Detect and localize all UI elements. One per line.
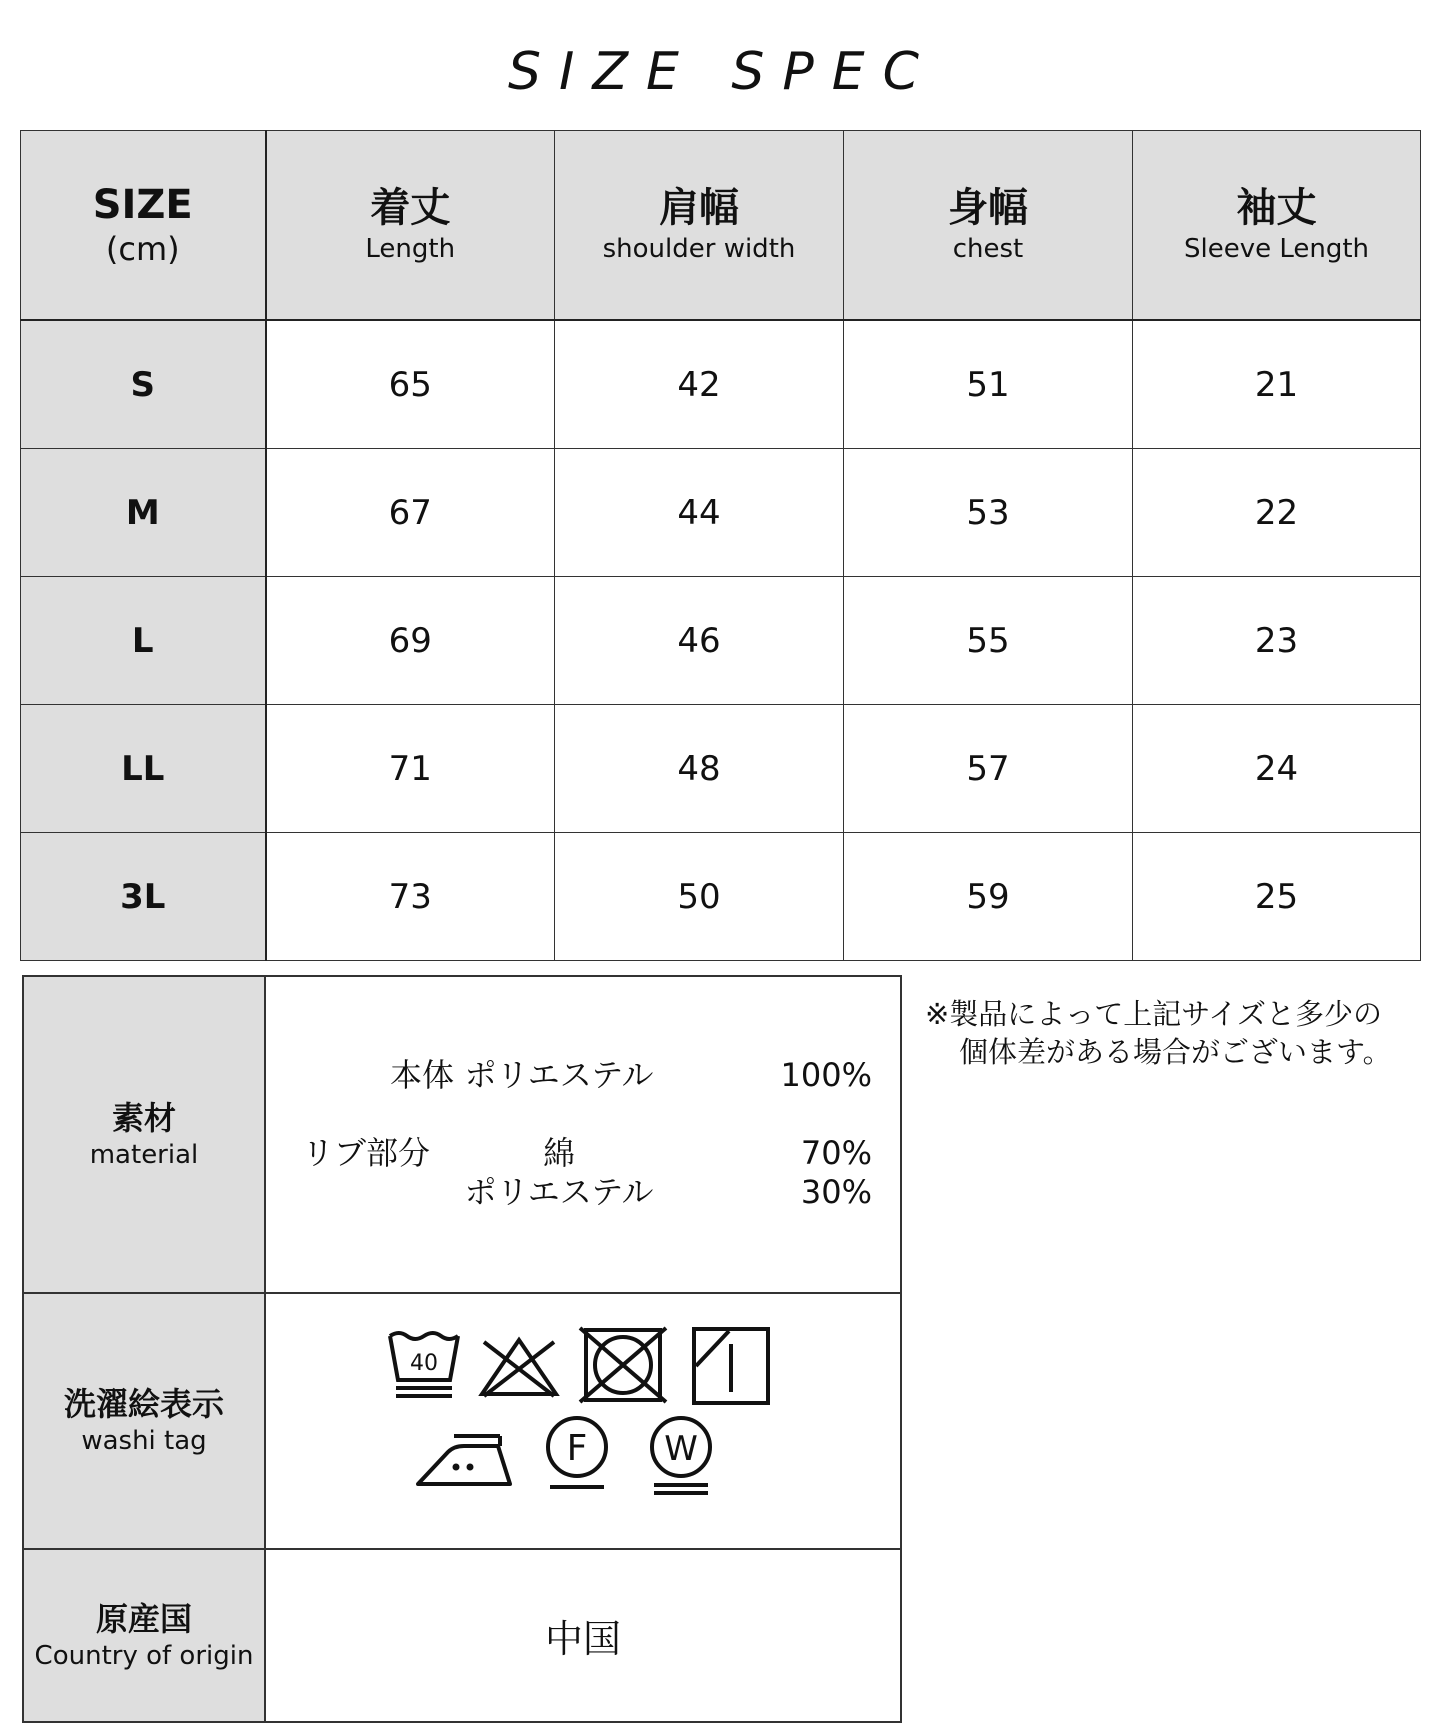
washing-label-jp: 洗濯絵表示 <box>63 1385 224 1423</box>
material-label-jp: 素材 <box>111 1098 176 1137</box>
origin-header <box>24 1550 266 1721</box>
material-label-en: material <box>89 1139 199 1170</box>
table-cell: 44 <box>555 449 844 577</box>
column-header-jp: 袖丈 <box>1236 185 1317 231</box>
material-row <box>24 977 900 1294</box>
washing-header <box>24 1294 266 1548</box>
material-header <box>24 977 266 1292</box>
table-cell: 22 <box>1133 449 1421 577</box>
wash-40-icon <box>386 1328 462 1400</box>
column-header-length <box>266 131 555 321</box>
size-row-label: 3L <box>21 833 266 961</box>
origin-row <box>24 1550 900 1721</box>
note-line-2: 個体差がある場合がございます。 <box>959 1035 1392 1069</box>
body-part-label: 本体 <box>389 1056 454 1094</box>
size-table <box>20 130 1421 961</box>
table-cell: 51 <box>844 320 1133 449</box>
unit-label: (cm) <box>105 230 180 268</box>
table-cell: 21 <box>1133 320 1421 449</box>
table-cell: 71 <box>266 705 555 833</box>
table-row <box>21 320 1421 449</box>
table-cell: 67 <box>266 449 555 577</box>
product-info-table <box>22 975 902 1723</box>
table-row <box>21 833 1421 961</box>
table-cell: 48 <box>555 705 844 833</box>
origin-body <box>266 1550 900 1721</box>
size-row-label: L <box>21 577 266 705</box>
column-header-jp: 着丈 <box>370 185 451 231</box>
no-tumble-dry-icon <box>578 1326 668 1404</box>
table-row <box>21 577 1421 705</box>
note-line-1: ※製品によって上記サイズと多少の <box>925 997 1382 1031</box>
origin-label-jp: 原産国 <box>95 1599 192 1638</box>
table-cell: 23 <box>1133 577 1421 705</box>
size-row-label: M <box>21 449 266 577</box>
column-header-jp: 身幅 <box>948 185 1028 231</box>
table-cell: 55 <box>844 577 1133 705</box>
rib-percentage-2: 30% <box>800 1173 872 1211</box>
table-cell: 53 <box>844 449 1133 577</box>
page-title: SIZE SPEC <box>508 42 937 102</box>
column-header-en: Length <box>365 234 456 264</box>
table-cell: 42 <box>555 320 844 449</box>
table-cell: 50 <box>555 833 844 961</box>
size-variance-note <box>925 995 1425 1071</box>
size-table-header <box>21 131 1421 321</box>
material-body <box>266 977 900 1292</box>
wet-clean-letter: W <box>664 1429 698 1469</box>
table-cell: 24 <box>1133 705 1421 833</box>
wash-temperature: 40 <box>410 1351 438 1376</box>
column-header-en: Sleeve Length <box>1183 234 1370 264</box>
size-row-label: LL <box>21 705 266 833</box>
size-corner-cell <box>21 131 266 321</box>
dry-clean-f-icon <box>542 1414 612 1494</box>
column-header-en: chest <box>952 234 1024 264</box>
line-dry-icon <box>691 1326 771 1406</box>
table-row <box>21 449 1421 577</box>
body-fabric: ポリエステル <box>464 1056 654 1094</box>
washing-symbols <box>266 1294 900 1548</box>
origin-label-en: Country of origin <box>34 1640 254 1671</box>
size-row-label: S <box>21 320 266 449</box>
rib-fabric-1: 綿 <box>542 1134 575 1172</box>
column-header-shoulder <box>555 131 844 321</box>
wet-clean-w-icon <box>646 1414 716 1498</box>
iron-low-icon <box>414 1422 514 1492</box>
table-cell: 25 <box>1133 833 1421 961</box>
body-percentage: 100% <box>780 1056 872 1094</box>
washing-label-en: washi tag <box>81 1426 207 1456</box>
column-header-jp: 肩幅 <box>659 185 739 231</box>
origin-value: 中国 <box>544 1617 621 1661</box>
washing-row <box>24 1294 900 1550</box>
table-row <box>21 705 1421 833</box>
table-cell: 57 <box>844 705 1133 833</box>
rib-part-label: リブ部分 <box>302 1134 431 1172</box>
column-header-sleeve <box>1133 131 1421 321</box>
size-label: SIZE <box>92 182 193 228</box>
table-cell: 69 <box>266 577 555 705</box>
column-header-en: shoulder width <box>602 234 796 264</box>
no-bleach-icon <box>476 1334 562 1400</box>
table-cell: 65 <box>266 320 555 449</box>
table-cell: 59 <box>844 833 1133 961</box>
dry-clean-letter: F <box>566 1428 588 1469</box>
table-cell: 46 <box>555 577 844 705</box>
table-cell: 73 <box>266 833 555 961</box>
rib-percentage-1: 70% <box>800 1134 872 1172</box>
column-header-chest <box>844 131 1133 321</box>
rib-fabric-2: ポリエステル <box>464 1173 654 1211</box>
